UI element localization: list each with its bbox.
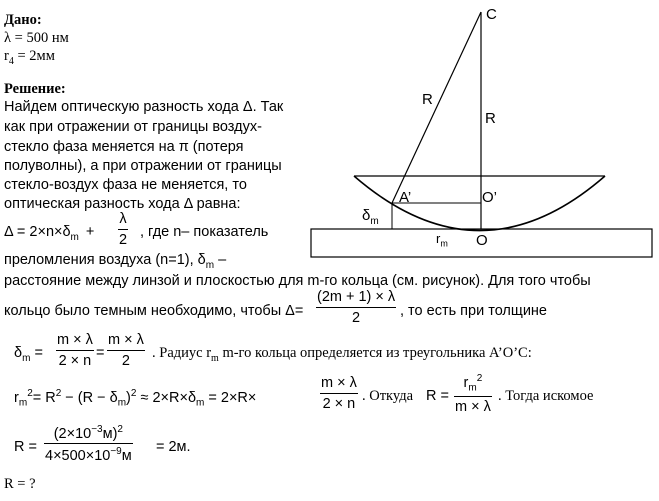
- answer-line: R = ?: [4, 476, 36, 492]
- label-a-prime: A’: [399, 189, 412, 206]
- eq3-equals: =: [96, 345, 105, 361]
- label-r-hyp: R: [422, 91, 433, 108]
- eq1-tail: , где n– показатель: [140, 224, 269, 240]
- eq4-hence: . Откуда: [362, 388, 414, 404]
- line-dark-thickness: , то есть при толщине: [400, 303, 547, 319]
- eq3-fraction-2: $\frac{m \times \lambda}{2}$: [108, 332, 144, 369]
- given-radius-symbol: r: [4, 48, 9, 64]
- eq4-expression: $r_m^2= R^2 - (R - \delta_m)^2 \approx 2\times R\times\delta_m = 2\times R\times$: [14, 388, 257, 409]
- solution-line-6: оптическая разность хода Δ равна:: [4, 196, 241, 212]
- eq4-R: R =: [426, 388, 449, 404]
- label-delta-m: $\delta_m$: [362, 207, 379, 227]
- label-c: C: [486, 6, 497, 23]
- eq5-R: R =: [14, 439, 37, 455]
- eq5-fraction: $(2\times 10^{-3}м)^2$ $4\times 500\times 10^{-9}м$: [45, 424, 132, 465]
- given-heading: Дано:: [4, 12, 42, 28]
- eq3-fraction-1: $\frac{m \times \lambda}{2 \times n}$: [57, 332, 93, 369]
- radius-line: [392, 12, 481, 206]
- line-distance: расстояние между линзой и плоскостью для m-го кольца (см. рисунок). Для того чтобы: [4, 273, 591, 289]
- solution-line-5: стекло-воздух фаза не меняется, то: [4, 177, 247, 193]
- label-o-prime: O’: [482, 189, 497, 206]
- eq5-result: = 2м.: [156, 439, 191, 455]
- eq3-tail: . Радиус $r_m$ m-го кольца определяется из треугольника A’O’C:: [152, 345, 532, 364]
- solution-line-1: Найдем оптическую разность хода Δ. Так: [4, 99, 284, 115]
- line-refraction: преломления воздуха (n=1), $\delta_m$ –: [4, 252, 227, 271]
- eq4-fraction-1: $\frac{m \times \lambda}{2 \times n}$: [321, 375, 357, 412]
- label-o: O: [476, 232, 488, 249]
- solution-line-2: как при отражении от границы воздух-: [4, 119, 262, 135]
- eq1-fraction: $\frac{\lambda}{2}$: [119, 211, 128, 248]
- solution-line-4: полуволны), а при отражении от границы: [4, 158, 282, 174]
- dark-fraction: $\frac{(2m + 1) \times \lambda}{2}$: [317, 289, 396, 326]
- label-r-axis: R: [485, 110, 496, 127]
- eq4-fraction-2: $\frac{r_m^2}{m \times \lambda}$: [455, 373, 491, 415]
- eq3-lhs: $\delta_m$ =: [14, 345, 43, 364]
- given-lambda: λ = 500 нм: [4, 30, 69, 46]
- label-r-m: $r_m$: [436, 231, 448, 249]
- eq4-then: . Тогда искомое: [498, 388, 594, 404]
- solution-heading: Решение:: [4, 81, 66, 97]
- line-dark-condition: кольцо было темным необходимо, чтобы Δ=: [4, 303, 304, 319]
- given-radius-value: = 2мм: [13, 48, 55, 64]
- eq1-lhs: $\Delta = 2\times n\times\delta_m$ +: [4, 224, 95, 243]
- given-radius-sub: 4: [8, 55, 14, 67]
- solution-line-3: стекло фаза меняется на π (потеря: [4, 139, 244, 155]
